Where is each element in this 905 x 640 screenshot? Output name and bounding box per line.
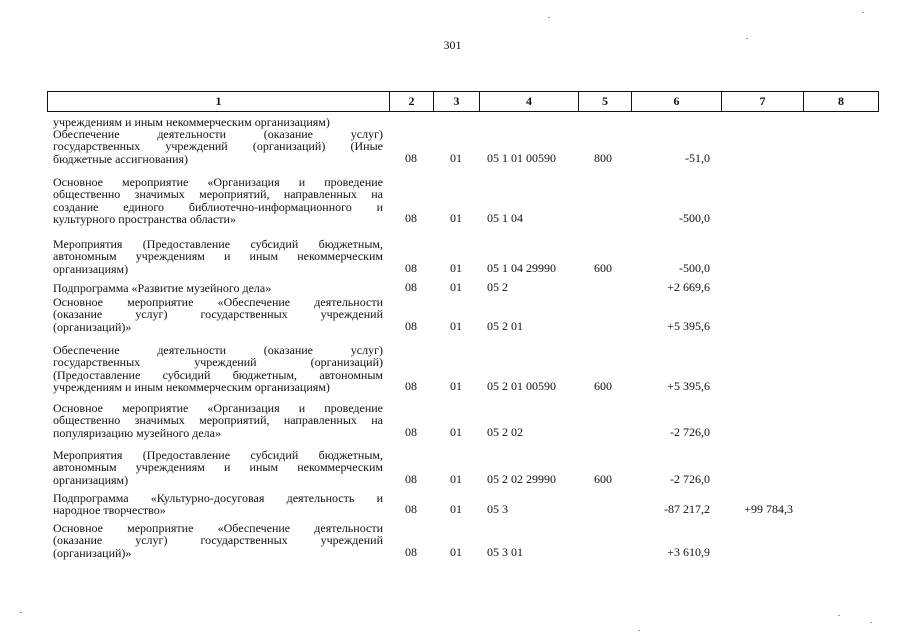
row-description-line: государственных учреждений (организаций) (Иные	[53, 139, 383, 154]
section-code: 08	[405, 544, 417, 559]
row-description-line: общественно значимых мероприятий, направленных на	[53, 187, 383, 202]
amount-change: -2 726,0	[670, 471, 710, 486]
subsection-code: 01	[450, 211, 462, 226]
scan-speck	[862, 12, 864, 13]
scan-speck	[638, 630, 640, 631]
subsection-code: 01	[450, 502, 462, 517]
target-article-code: 05 1 04	[487, 211, 523, 226]
amount-change: +5 395,6	[667, 379, 710, 394]
section-code: 08	[405, 471, 417, 486]
scan-speck	[548, 17, 550, 18]
section-code: 08	[405, 260, 417, 275]
section-code: 08	[405, 318, 417, 333]
header-col-6: 6	[673, 94, 680, 108]
row-description-line: (организаций)»	[53, 545, 132, 560]
amount-change: +5 395,6	[667, 318, 710, 333]
row-description-line: общественно значимых мероприятий, направленных на	[53, 413, 383, 428]
row-description-line: автономным учреждениям и иным некоммерческим	[53, 460, 383, 475]
header-col-2: 2	[408, 94, 415, 108]
subsection-code: 01	[450, 280, 462, 294]
page-number: 301	[443, 38, 462, 52]
section-code: 08	[405, 211, 417, 226]
row-description-line: автономным учреждениям и иным некоммерческим	[53, 249, 383, 264]
amount-change: -51,0	[685, 150, 710, 165]
row-description-line: популяризацию музейного дела»	[53, 425, 221, 440]
row-description-line: Подпрограмма «Развитие музейного дела»	[53, 281, 272, 295]
target-article-code: 05 1 04 29990	[487, 260, 556, 275]
section-code: 08	[405, 424, 417, 439]
table-header	[47, 91, 879, 112]
row-description-line: учреждениям и иным некоммерческим организациям)	[53, 380, 330, 395]
scan-speck	[838, 615, 840, 616]
row-description-line: Подпрограмма «Культурно-досуговая деятельность и	[53, 491, 383, 505]
target-article-code: 05 1 01 00590	[487, 150, 556, 165]
scan-speck	[870, 622, 872, 623]
header-col-3: 3	[453, 94, 460, 108]
row-description-line: организациям)	[53, 261, 129, 276]
row-description-line: (Предоставление субсидий бюджетным, автономным	[53, 367, 383, 382]
row-description-line: бюджетные ассигнования)	[53, 151, 189, 166]
section-code: 08	[405, 502, 417, 517]
target-article-code: 05 3	[487, 502, 508, 517]
header-col-1: 1	[215, 94, 222, 108]
row-description-line: Мероприятия (Предоставление субсидий бюджетным,	[53, 448, 383, 462]
row-description-line: культурного пространства области»	[53, 212, 236, 227]
row-description-line: (организаций)»	[53, 319, 132, 334]
subsection-code: 01	[450, 260, 462, 275]
subsection-code: 01	[450, 424, 462, 439]
scan-speck	[746, 38, 748, 39]
subsection-code: 01	[450, 379, 462, 394]
target-article-code: 05 2	[487, 280, 508, 294]
header-col-7: 7	[759, 94, 766, 108]
amount-change: -500,0	[679, 260, 710, 275]
expense-type-code: 800	[594, 150, 612, 165]
row-description-line: (оказание услуг) государственных учреждений	[53, 307, 383, 322]
section-code: 08	[405, 280, 417, 294]
amount-change: -500,0	[679, 211, 710, 226]
subsection-code: 01	[450, 318, 462, 333]
row-description-line: Обеспечение деятельности (оказание услуг)	[53, 127, 383, 141]
target-article-code: 05 2 01 00590	[487, 379, 556, 394]
header-col-8: 8	[838, 94, 844, 108]
row-description-line: Обеспечение деятельности (оказание услуг)	[53, 343, 383, 357]
header-col-4: 4	[526, 94, 532, 108]
expense-type-code: 600	[594, 260, 612, 275]
target-article-code: 05 2 02 29990	[487, 471, 556, 486]
amount-change: -2 726,0	[670, 424, 710, 439]
scan-speck	[20, 612, 22, 613]
row-description-line: народное творчество»	[53, 503, 166, 518]
expense-type-code: 600	[594, 379, 612, 394]
row-description-line: Мероприятия (Предоставление субсидий бюджетным,	[53, 237, 383, 251]
header-col-5: 5	[602, 94, 608, 108]
amount-change: -87 217,2	[664, 502, 710, 517]
row-description-line: Основное мероприятие «Организация и проведение	[53, 175, 383, 189]
amount-change: +3 610,9	[667, 544, 710, 559]
amount-change-2: +99 784,3	[744, 502, 793, 517]
section-code: 08	[405, 379, 417, 394]
row-description-line: Основное мероприятие «Обеспечение деятельности	[53, 295, 383, 309]
target-article-code: 05 2 01	[487, 318, 523, 333]
expense-type-code: 600	[594, 471, 612, 486]
section-code: 08	[405, 150, 417, 165]
row-description-line: государственных учреждений (организаций)	[53, 355, 383, 370]
amount-change: +2 669,6	[667, 280, 710, 294]
target-article-code: 05 3 01	[487, 544, 523, 559]
row-description-line: создание единого библиотечно-информационного и	[53, 199, 383, 214]
row-description-line: (оказание услуг) государственных учреждений	[53, 533, 383, 548]
row-description-line: Основное мероприятие «Организация и проведение	[53, 401, 383, 415]
row-description-line: учреждениям и иным некоммерческим организациям)	[53, 115, 330, 129]
row-description-line: Основное мероприятие «Обеспечение деятельности	[53, 521, 383, 535]
target-article-code: 05 2 02	[487, 424, 523, 439]
subsection-code: 01	[450, 150, 462, 165]
row-description-line: организациям)	[53, 472, 129, 487]
subsection-code: 01	[450, 471, 462, 486]
subsection-code: 01	[450, 544, 462, 559]
